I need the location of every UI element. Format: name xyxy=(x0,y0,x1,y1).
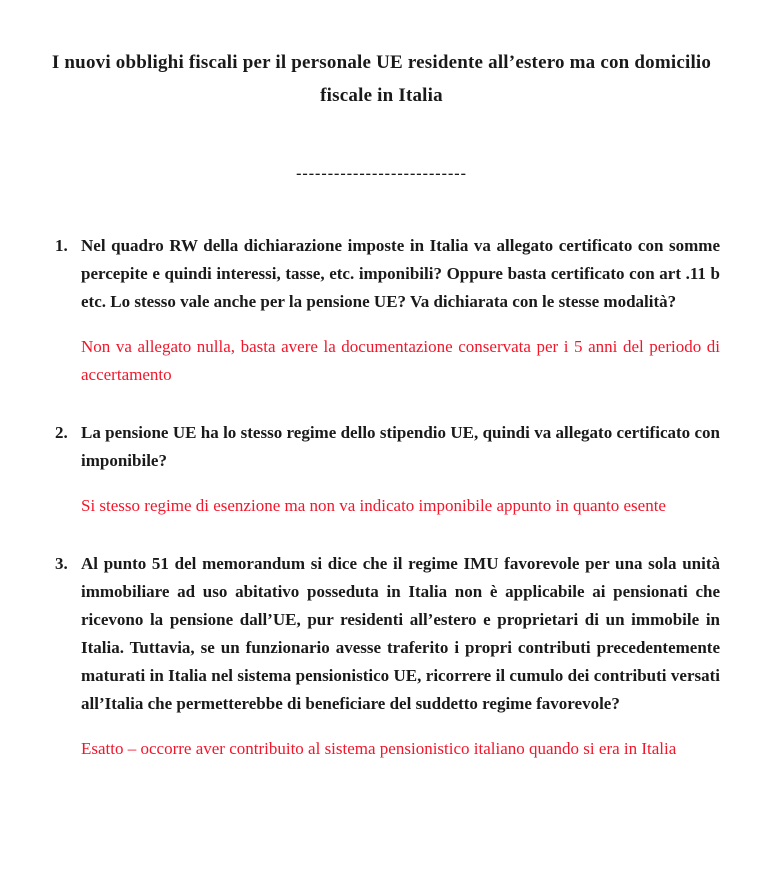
qa-item-3 xyxy=(55,550,720,763)
qa-item-2 xyxy=(55,419,720,550)
qa-answer: Esatto – occorre aver contribuito al sistema pensionistico italiano quando si era in Italia xyxy=(81,739,677,758)
qa-item-number: 2. xyxy=(55,423,68,442)
qa-question: Nel quadro RW della dichiarazione imposte in Italia va allegato certificato con somme percepite e quindi interessi, tasse, etc. imponibili? Oppure basta certificato con art .11 b etc. Lo stesso vale anche per la pensione UE? Va dichiarata con le stesse modalità? xyxy=(81,236,720,311)
qa-item-1 xyxy=(55,232,720,419)
qa-item-number: 3. xyxy=(55,554,68,573)
dashed-separator: --------------------------- xyxy=(296,165,467,182)
qa-item-content xyxy=(81,419,720,550)
qa-question: Al punto 51 del memorandum si dice che il regime IMU favorevole per una sola unità immobiliare ad uso abitativo posseduta in Italia non è applicabile ai pensionati che ricevono la pensione dall’UE, pur residenti all’estero e proprietari di un immobile in Italia. Tuttavia, se un funzionario avesse traferito i propri contributi precedentemente maturati in Italia nel sistema pensionistico UE, ricorrere il cumulo dei contributi versati all’Italia che permetterebbe di beneficiare del suddetto regime favorevole? xyxy=(81,554,720,713)
qa-answer: Non va allegato nulla, basta avere la documentazione conservata per i 5 anni del periodo di accertamento xyxy=(81,337,720,384)
qa-item-number: 1. xyxy=(55,236,68,255)
document-title: I nuovi obblighi fiscali per il personale UE residente all’estero ma con domicilio fiscale in Italia xyxy=(51,52,712,106)
qa-item-content xyxy=(81,550,720,763)
qa-list xyxy=(0,232,763,763)
qa-question: La pensione UE ha lo stesso regime dello stipendio UE, quindi va allegato certificato con imponibile? xyxy=(81,423,720,470)
qa-item-content xyxy=(81,232,720,419)
qa-answer: Si stesso regime di esenzione ma non va indicato imponibile appunto in quanto esente xyxy=(81,496,666,515)
